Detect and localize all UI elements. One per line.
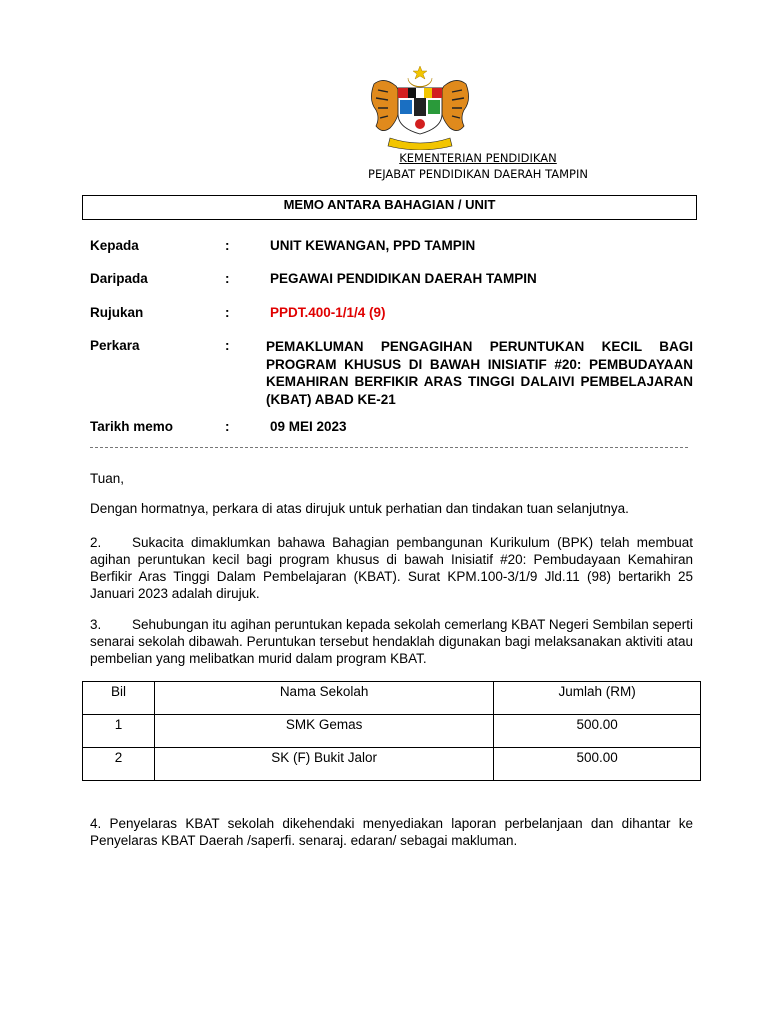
school-allocation-table	[82, 681, 701, 781]
header-cell: Bil	[83, 682, 155, 715]
ministry-name: KEMENTERIAN PENDIDIKAN	[399, 151, 557, 165]
paragraph-number: 2.	[90, 535, 102, 550]
subject-line: PEMAKLUMAN PENGAGIHAN PERUNTUKAN KECIL BAGI	[266, 339, 693, 354]
table-cell: 500.00	[494, 748, 701, 781]
table-cell: SMK Gemas	[154, 715, 493, 748]
field-label: Daripada	[90, 271, 148, 286]
opening-paragraph: Dengan hormatnya, perkara di atas dirujuk untuk perhatian dan tindakan tuan selanjutnya.	[90, 501, 629, 516]
paragraph-2	[90, 534, 693, 602]
paragraph-4: 4. Penyelaras KBAT sekolah dikehendaki menyediakan laporan perbelanjaan dan dihantar ke Penyelaras KBAT Daerah /saperfi. senaraj. edaran/ sebagai makluman.	[90, 816, 693, 848]
table-cell: 2	[83, 748, 155, 781]
field-separator: :	[225, 419, 230, 434]
coat-of-arms-icon	[368, 64, 472, 150]
field-separator: :	[225, 271, 230, 286]
field-value: 09 MEI 2023	[270, 419, 347, 434]
field-label: Tarikh memo	[90, 419, 174, 434]
field-separator: :	[225, 238, 230, 253]
table-cell: 500.00	[494, 715, 701, 748]
subject-line: (KBAT) ABAD KE-21	[266, 391, 396, 407]
field-separator: :	[225, 338, 230, 353]
table-row	[83, 715, 701, 748]
memo-title: MEMO ANTARA BAHAGIAN / UNIT	[82, 195, 697, 220]
header-cell: Jumlah (RM)	[494, 682, 701, 715]
table-row	[83, 748, 701, 781]
separator-line	[90, 447, 688, 448]
field-value: UNIT KEWANGAN, PPD TAMPIN	[270, 238, 476, 253]
salutation: Tuan,	[90, 471, 125, 486]
subject-line: PROGRAM KHUSUS DI BAWAH INISIATIF #20: PEMBUDAYAAN	[266, 356, 693, 372]
reference-number: PPDT.400-1/1/4 (9)	[270, 305, 386, 320]
paragraph-text: Sehubungan itu agihan peruntukan kepada sekolah cemerlang KBAT Negeri Sembilan seperti senarai sekolah dibawah. Peruntukan tersebut hendaklah digunakan bagi melaksanakan aktiviti atau pembelian yang melibatkan murid dalam program KBAT.	[90, 617, 693, 666]
paragraph-text: Sukacita dimaklumkan bahawa Bahagian pembangunan Kurikulum (BPK) telah membuat agihan peruntukan kecil bagi program khusus di bawah Inisiatif #20: Pembudayaan Kemahiran Berfikir Aras Tinggi Dalam Pembelajaran (KBAT). Surat KPM.100-3/1/9 Jld.11 (98) bertarikh 25 Januari 2023 adalah dirujuk.	[90, 535, 693, 601]
paragraph-number: 3.	[90, 617, 102, 632]
field-separator: :	[225, 305, 230, 320]
field-label: Rujukan	[90, 305, 144, 320]
table-cell: 1	[83, 715, 155, 748]
subject-text	[266, 338, 693, 408]
field-value: PEGAWAI PENDIDIKAN DAERAH TAMPIN	[270, 271, 537, 286]
header-cell: Nama Sekolah	[154, 682, 493, 715]
field-label: Perkara	[90, 338, 140, 353]
office-name: PEJABAT PENDIDIKAN DAERAH TAMPIN	[368, 167, 588, 181]
table-cell: SK (F) Bukit Jalor	[154, 748, 493, 781]
field-label: Kepada	[90, 238, 139, 253]
subject-line: KEMAHIRAN BERFIKIR ARAS TINGGI DALAIVI PEMBELAJARAN	[266, 374, 693, 389]
table-header-row	[83, 682, 701, 715]
paragraph-3	[90, 616, 693, 667]
